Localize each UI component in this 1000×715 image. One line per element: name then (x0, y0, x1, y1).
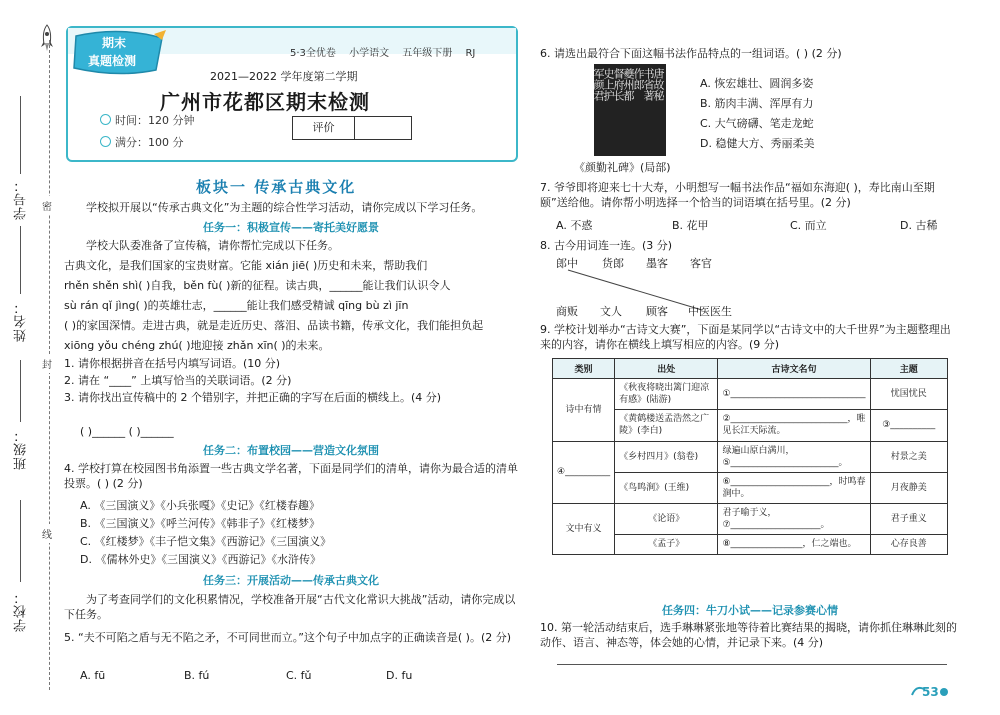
calli-col-3: 作郎 (632, 68, 645, 90)
q4-option-c[interactable]: C. 《红楼梦》《丰子恺文集》《西游记》《三国演义》 (80, 535, 332, 548)
eval-label: 评价 (293, 117, 355, 139)
q5-option-a[interactable]: A. fū (80, 669, 106, 682)
cell-source: 《黄鹤楼送孟浩然之广陵》(李白) (615, 410, 718, 441)
question-3: 3. 请你找出宣传稿中的 2 个错别字，并把正确的字写在后面的横线上。(4 分) (64, 391, 442, 404)
check-icon (100, 136, 111, 147)
poem-table (552, 358, 948, 555)
seal-mi: 密 (42, 196, 52, 215)
question-10: 10. 第一轮活动结束后，选手琳琳紧张地等待着比赛结果的揭晓，请你抓住琳琳此刻的动作、语言、神态等，体会她的心情，并记录下来。(4 分) (540, 621, 957, 650)
cell-theme: 村景之美 (870, 441, 947, 472)
seal-feng: 封 (42, 354, 52, 373)
th-source: 出处 (615, 359, 718, 379)
draft-line-2: rhěn shěn shì( )自我，běn fù( )新的征程。读古典，______能让我们认识令人 (64, 279, 451, 292)
cell-category: 诗中有情 (553, 379, 615, 442)
task1-title: 任务一：积极宣传——寄托美好愿景 (203, 221, 379, 234)
page-number: 53 (922, 685, 939, 699)
time-info (100, 112, 195, 128)
q7-option-b[interactable]: B. 花甲 (672, 219, 709, 232)
calli-col-2: 书省著 (642, 68, 655, 101)
draft-line-1: 古典文化，是我们国家的宝贵财富。它能 xián jiē( )历史和未来，帮助我们 (64, 259, 428, 272)
q6-option-b[interactable]: B. 筋肉丰满、浑厚有力 (700, 97, 814, 110)
task1-intro: 学校大队委准备了宣传稿，请你帮忙完成以下任务。 (86, 239, 339, 252)
q4-option-a[interactable]: A. 《三国演义》《小兵张嘎》《史记》《红楼春趣》 (80, 499, 320, 512)
name-line[interactable] (20, 226, 21, 294)
q4-option-b[interactable]: B. 《三国演义》《呼兰河传》《韩非子》《红楼梦》 (80, 517, 321, 530)
question-4: 4. 学校打算在校园图书角添置一些古典文学名著，下面是同学们的清单，请你为最合适的清单投票。( ) (2 分) (64, 462, 518, 491)
name-label: 姓名： (14, 300, 29, 342)
cell-source: 《乡村四月》(翁卷) (615, 441, 718, 472)
question-7: 7. 爷爷即将迎来七十大寿，小明想写一幅书法作品“福如东海迎( )，寿比南山至期颐”送给他。请你帮小明选择一个恰当的词语填在括号里。(2 分) (540, 181, 935, 210)
calligraphy-image (594, 64, 666, 156)
task2-title: 任务二：布置校园——营造文化氛围 (203, 444, 379, 457)
q6-option-d[interactable]: D. 稳健大方、秀丽柔美 (700, 137, 815, 150)
table-row (553, 379, 948, 410)
q7-option-d[interactable]: D. 古稀 (900, 219, 938, 232)
match-bottom-3[interactable]: 顾客 (646, 305, 668, 318)
score-text: 满分：100 分 (115, 136, 184, 149)
question-2: 2. 请在 “____” 上填写恰当的关联词语。(2 分) (64, 374, 292, 387)
cell-source: 《孟子》 (615, 535, 718, 554)
class-label: 班级： (14, 428, 29, 470)
cell-category: 文中有义 (553, 504, 615, 554)
draft-line-4: ( )的家国深情。走进古典，就是走近历史、落泪、品读书籍，传承文化，我们能担负起 (64, 319, 484, 332)
edition: RJ (465, 48, 476, 59)
number-label: 学号： (14, 178, 29, 220)
task3-intro: 为了考查同学们的文化积累情况，学校准备开展“古代文化常识大挑战”活动，请你完成以下任务。 (64, 593, 516, 622)
th-theme: 主题 (870, 359, 947, 379)
match-top-4[interactable]: 客官 (690, 257, 712, 270)
time-text: 时间：120 分钟 (115, 114, 195, 127)
evaluation-box (292, 116, 412, 140)
number-line[interactable] (20, 96, 21, 174)
cell-verse[interactable]: ⑧________________，仁之端也。 (718, 535, 870, 554)
cell-verse[interactable]: 君子喻于义，⑦____________________。 (718, 504, 870, 535)
cell-verse[interactable]: ①______________________________ (718, 379, 870, 410)
q7-option-c[interactable]: C. 而立 (790, 219, 827, 232)
subject: 小学语文 (349, 48, 390, 59)
exam-badge (70, 28, 170, 78)
cell-verse[interactable]: ②__________________________，唯见长江天际流。 (718, 410, 870, 441)
school-line[interactable] (20, 500, 21, 582)
q7-option-a[interactable]: A. 不惑 (556, 219, 593, 232)
th-category: 类别 (553, 359, 615, 379)
page-title: 广州市花都区期末检测 (160, 90, 370, 114)
question-3-blanks[interactable]: ( )______ ( )______ (80, 425, 174, 438)
answer-line[interactable] (557, 664, 947, 665)
match-top-3[interactable]: 墨客 (646, 257, 668, 270)
q5-option-c[interactable]: C. fǔ (286, 669, 312, 682)
q6-option-a[interactable]: A. 恢宏雄壮、圆润多姿 (700, 77, 814, 90)
series-info (290, 44, 485, 59)
cell-source: 《鸟鸣涧》(王维) (615, 472, 718, 503)
q6-option-c[interactable]: C. 大气磅礴、笔走龙蛇 (700, 117, 814, 130)
match-bottom-2[interactable]: 文人 (600, 305, 622, 318)
cell-source: 《秋夜将晓出篱门迎凉有感》(陆游) (615, 379, 718, 410)
score-info (100, 134, 184, 150)
school-label: 学校： (14, 590, 29, 632)
clock-icon (100, 114, 111, 125)
task4-title: 任务四：牛刀小试——记录参赛心情 (662, 604, 838, 617)
class-line[interactable] (20, 360, 21, 422)
calligraphy-caption: 《颜勤礼碑》(局部) (574, 161, 671, 174)
match-bottom-4[interactable]: 中医医生 (688, 305, 732, 318)
q4-option-d[interactable]: D. 《儒林外史》《三国演义》《西游记》《水浒传》 (80, 553, 321, 566)
series-name: 5·3全优卷 (290, 48, 336, 59)
cell-theme: 月夜静美 (870, 472, 947, 503)
badge-line2: 真题检测 (88, 54, 137, 68)
question-5: 5. “夫不可陷之盾与无不陷之矛，不可同世而立。”这个句子中加点字的正确读音是( )。(2 分) (64, 631, 512, 644)
th-verse: 古诗文名句 (718, 359, 870, 379)
q5-option-b[interactable]: B. fú (184, 669, 210, 682)
cell-theme: 忧国忧民 (870, 379, 947, 410)
q5-option-d[interactable]: D. fu (386, 669, 413, 682)
question-9: 9. 学校计划举办“古诗文大赛”，下面是某同学以“古诗文中的大千世界”为主题整理出来的内容，请你在横线上填写相应的内容。(9 分) (540, 323, 951, 352)
question-8: 8. 古今用词连一连。(3 分) (540, 239, 673, 252)
grade: 五年级下册 (402, 48, 453, 59)
section-intro: 学校拟开展以“传承古典文化”为主题的综合性学习活动，请你完成以下学习任务。 (86, 201, 483, 214)
match-top-2[interactable]: 货郎 (602, 257, 624, 270)
question-1: 1. 请你根据拼音在括号内填写词语。(10 分) (64, 357, 281, 370)
table-header (553, 359, 948, 379)
table-row (553, 441, 948, 472)
badge-line1: 期末 (102, 36, 127, 50)
school-year: 2021—2022 学年度第二学期 (210, 70, 358, 83)
rocket-icon (40, 24, 54, 52)
match-bottom-1[interactable]: 商贩 (556, 305, 578, 318)
question-6: 6. 请选出最符合下面这幅书法作品特点的一组词语。( ) (2 分) (540, 47, 842, 60)
cell-theme: 君子重义 (870, 504, 947, 535)
seal-xian: 线 (42, 524, 52, 543)
cell-category[interactable]: ④__________ (553, 441, 615, 504)
draft-line-5: xiōng yǒu chéng zhú( )地迎接 zhǎn xīn( )的未来。 (64, 339, 330, 352)
calli-col-4: 夔州都 (622, 68, 635, 101)
match-top-1[interactable]: 郎中 (556, 257, 578, 270)
cell-source: 《论语》 (615, 504, 718, 535)
table-row (553, 504, 948, 535)
calli-col-6: 史上护 (602, 68, 615, 101)
calli-col-1: 唐故秘 (652, 68, 665, 101)
calli-col-7: 军颜君 (592, 68, 605, 101)
cell-theme[interactable]: ③__________ (870, 410, 947, 441)
cell-theme: 心存良善 (870, 535, 947, 554)
cell-verse[interactable]: ⑥______________________，时鸣春涧中。 (718, 472, 870, 503)
section-title: 板块一 传承古典文化 (196, 178, 357, 196)
task3-title: 任务三：开展活动——传承古典文化 (203, 574, 379, 587)
draft-line-3: sù rán qǐ jìng( )的英雄壮志，______能让我们感受精诚 qīng bù zì jīn (64, 299, 409, 312)
cell-verse[interactable]: 绿遍山原白满川，⑤________________________。 (718, 441, 870, 472)
calli-col-5: 督府长 (612, 68, 625, 101)
